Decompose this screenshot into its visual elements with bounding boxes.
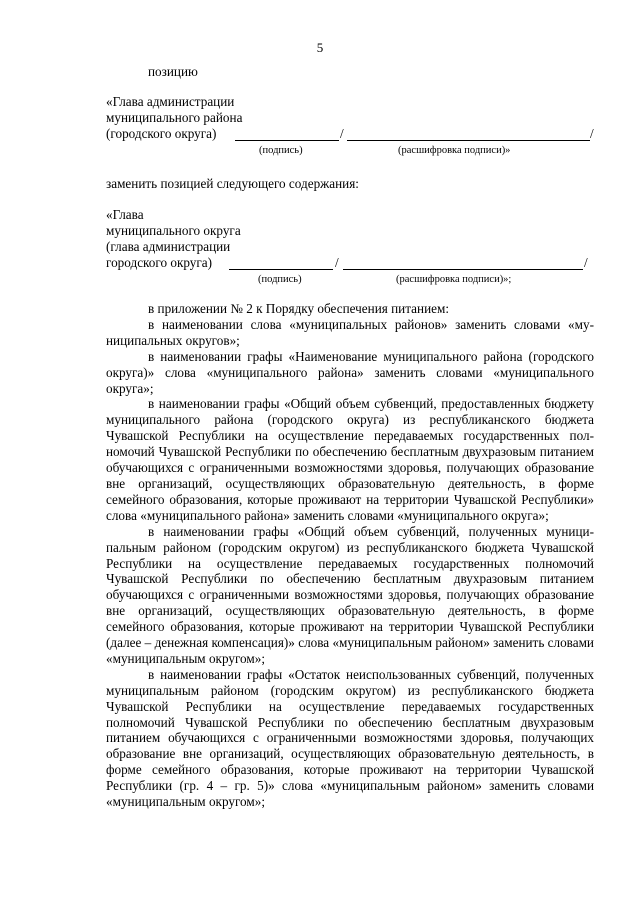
decoding-underline xyxy=(343,269,583,270)
caption-decoding: (расшифровка подписи)»; xyxy=(396,274,512,285)
paragraph: в наименовании графы «Общий объем субвенций, предоставленных бюджету муниципального района (городского округа) из республиканского бюджета Чувашской Республики на осуществление передаваемых государственных полномочий Чувашской Республики по обеспечению бесплатным двухразовым питанием обучающихся с ограниченными возможностями здоровья, получающих образование вне организаций, осуществляющих образовательную деятельность, в форме семейного образования, которые проживают на территории Чувашской Республики» слова «муниципального района» заменить словами «муниципального округа»; xyxy=(106,396,594,523)
signature-underline xyxy=(235,140,339,141)
caption-signature: (подпись) xyxy=(258,274,302,285)
paragraph: в наименовании слова «муниципальных районов» заменить словами «муниципальных округов»; xyxy=(106,316,594,348)
signature-line: «Глава администрации xyxy=(106,94,235,109)
body-text xyxy=(106,301,594,810)
signature-line: (глава администрации xyxy=(106,239,231,254)
replace-text: заменить позицией следующего содержания: xyxy=(106,176,359,191)
paragraph: в наименовании графы «Остаток неиспользованных субвенций, полученных муниципальным районом (городским округом) из республиканского бюджета Чувашской Республики на осуществление передаваемых государственных полномочий Чувашской Республики по обеспечению бесплатным двухразовым питанием обучающихся с ограниченными возможностями здоровья, получающих образование вне организаций, осуществляющих образовательную деятельность, в форме семейного образования, которые проживают на территории Чувашской Республики (гр. 4 – гр. 5)» слова «муниципальным районом» заменить словами «муниципальным округом»; xyxy=(106,666,594,810)
caption-decoding: (расшифровка подписи)» xyxy=(398,145,511,156)
decoding-underline xyxy=(347,140,590,141)
signature-line: (городского округа) xyxy=(106,126,217,141)
paragraph: в наименовании графы «Общий объем субвенций, полученных муниципальным районом (городским округом) из республиканского бюджета Чувашской Республики на осуществление передаваемых государственных полномочий Чувашской Республики по обеспечению бесплатным двухразовым питанием обучающихся с ограниченными возможностями здоровья, получающих образование вне организаций, осуществляющих образовательную деятельность, в форме семейного образования, которые проживают на территории Чувашской Республики (далее – денежная компенсация)» слова «муниципальным районом» заменить словами «муниципальным округом»; xyxy=(106,523,594,666)
signature-line: муниципального района xyxy=(106,110,243,125)
page-number: 5 xyxy=(316,40,324,55)
separator-slash: / xyxy=(584,255,588,270)
signature-line: городского округа) xyxy=(106,255,213,270)
caption-signature: (подпись) xyxy=(259,145,303,156)
separator-slash: / xyxy=(340,126,344,141)
paragraph: в приложении № 2 к Порядку обеспечения питанием: xyxy=(148,301,449,316)
paragraph: в наименовании графы «Наименование муниципального района (городского округа)» слова «муниципального района» заменить словами «муниципального округа»; xyxy=(106,348,594,396)
separator-slash: / xyxy=(590,126,594,141)
signature-line: «Глава xyxy=(106,207,144,222)
intro-text: позицию xyxy=(148,64,198,79)
separator-slash: / xyxy=(335,255,339,270)
signature-underline xyxy=(229,269,333,270)
signature-line: муниципального округа xyxy=(106,223,241,238)
